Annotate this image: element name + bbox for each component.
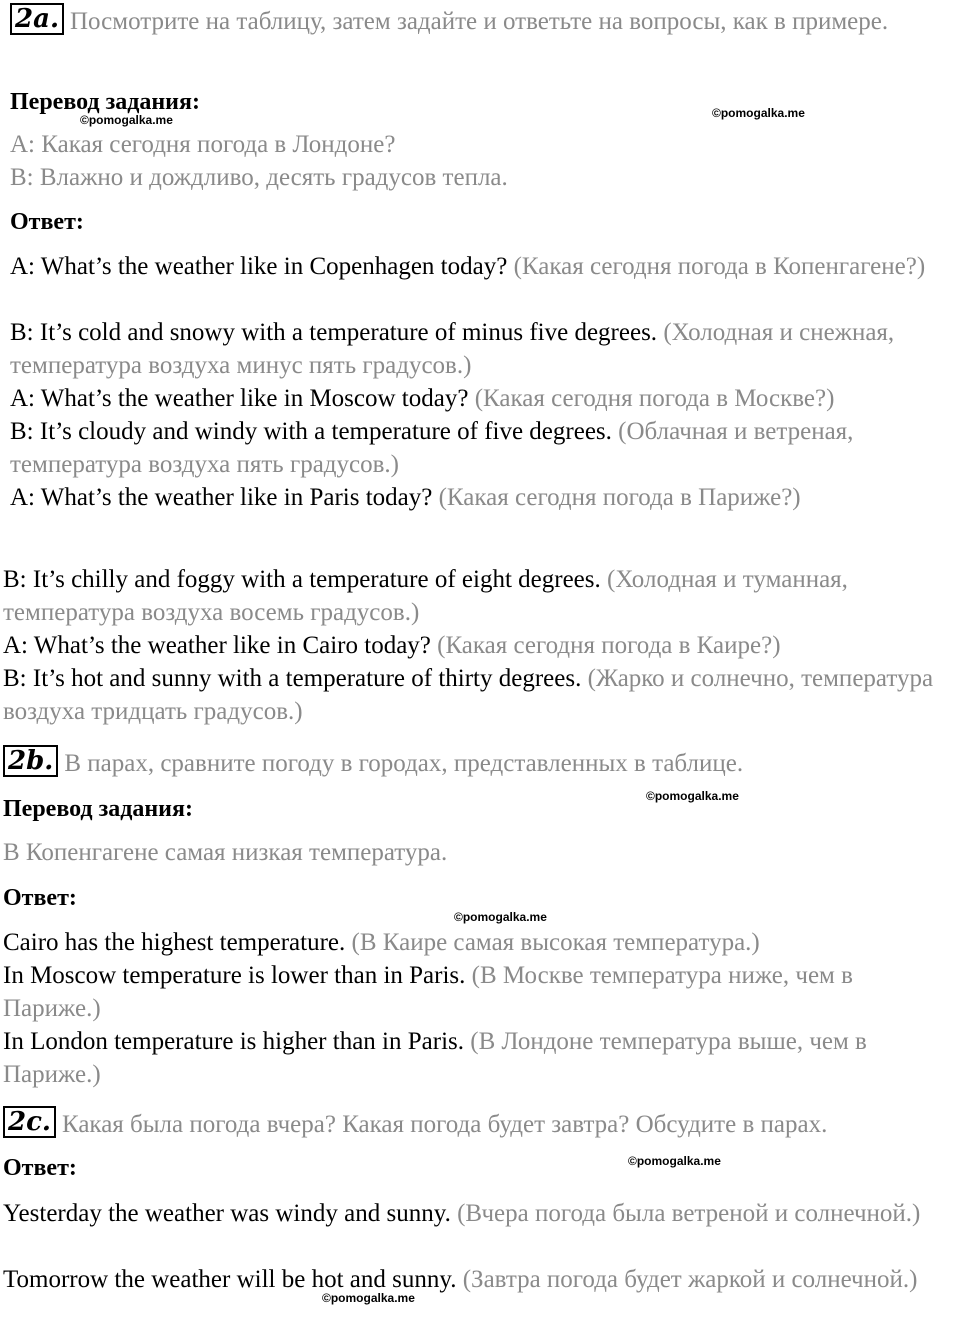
exercise-2c-instruction: 2c. Какая была погода вчера? Какая погода будет завтра? Обсудите в парах. xyxy=(3,1106,948,1141)
exercise-2b-translation: В Копенгагене самая низкая температура. xyxy=(3,839,448,866)
exercise-2a-answer-line: B: It’s cloudy and windy with a temperature of five degrees. (Облачная и ветреная, температура воздуха пять градусов.) xyxy=(10,418,854,478)
watermark: ©pomogalka.me xyxy=(80,113,173,127)
exercise-2c-tag: 2c. xyxy=(3,1106,56,1138)
exercise-2a-answer-line: B: It’s hot and sunny with a temperature of thirty degrees. (Жарко и солнечно, температура воздуха тридцать градусов.) xyxy=(3,665,934,725)
watermark: ©pomogalka.me xyxy=(712,106,805,120)
exercise-2a-translation-heading: Перевод задания: xyxy=(10,89,200,115)
exercise-2a-answer-line: A: What’s the weather like in Moscow today? (Какая сегодня погода в Москве?) xyxy=(10,385,835,412)
exercise-2a-instruction: 2a. Посмотрите на таблицу, затем задайте и ответьте на вопросы, как в примере. xyxy=(10,3,955,38)
exercise-2a-translation-line: B: Влажно и дождливо, десять градусов тепла. xyxy=(10,164,508,191)
exercise-2b-answer-line: In Moscow temperature is lower than in Paris. (В Москве температура ниже, чем в Париже.) xyxy=(3,962,853,1022)
exercise-2b-answer-heading: Ответ: xyxy=(3,885,77,911)
watermark: ©pomogalka.me xyxy=(646,789,739,803)
exercise-2c-answer-line: Tomorrow the weather will be hot and sunny. (Завтра погода будет жаркой и солнечной.) xyxy=(3,1266,918,1293)
exercise-2b-tag: 2b. xyxy=(3,745,58,777)
watermark: ©pomogalka.me xyxy=(628,1154,721,1168)
exercise-2a-answer-line: A: What’s the weather like in Cairo today? (Какая сегодня погода в Каире?) xyxy=(3,632,781,659)
exercise-2b-answer-line: Cairo has the highest temperature. (В Каире самая высокая температура.) xyxy=(3,929,760,956)
watermark: ©pomogalka.me xyxy=(322,1291,415,1305)
exercise-2a-answer-line: A: What’s the weather like in Paris today? (Какая сегодня погода в Париже?) xyxy=(10,484,801,511)
watermark: ©pomogalka.me xyxy=(454,910,547,924)
exercise-2a-answer-heading: Ответ: xyxy=(10,209,84,235)
exercise-2b-instruction: 2b. В парах, сравните погоду в городах, представленных в таблице. xyxy=(3,745,948,780)
exercise-2c-answer-heading: Ответ: xyxy=(3,1155,77,1181)
exercise-2a-tag: 2a. xyxy=(10,3,64,35)
exercise-2a-answer-line: B: It’s cold and snowy with a temperature of minus five degrees. (Холодная и снежная, температура воздуха минус пять градусов.) xyxy=(10,319,895,379)
exercise-2c-answer-line: Yesterday the weather was windy and sunny. (Вчера погода была ветреной и солнечной.) xyxy=(3,1200,921,1227)
exercise-2b-translation-heading: Перевод задания: xyxy=(3,796,193,822)
exercise-2a-answer-line: A: What’s the weather like in Copenhagen today? (Какая сегодня погода в Копенгагене?) xyxy=(10,253,926,280)
exercise-2a-translation-line: A: Какая сегодня погода в Лондоне? xyxy=(10,131,396,158)
exercise-2b-answer-line: In London temperature is higher than in Paris. (В Лондоне температура выше, чем в Париже.) xyxy=(3,1028,867,1088)
exercise-2a-answer-line: B: It’s chilly and foggy with a temperature of eight degrees. (Холодная и туманная, температура воздуха восемь градусов.) xyxy=(3,566,848,626)
